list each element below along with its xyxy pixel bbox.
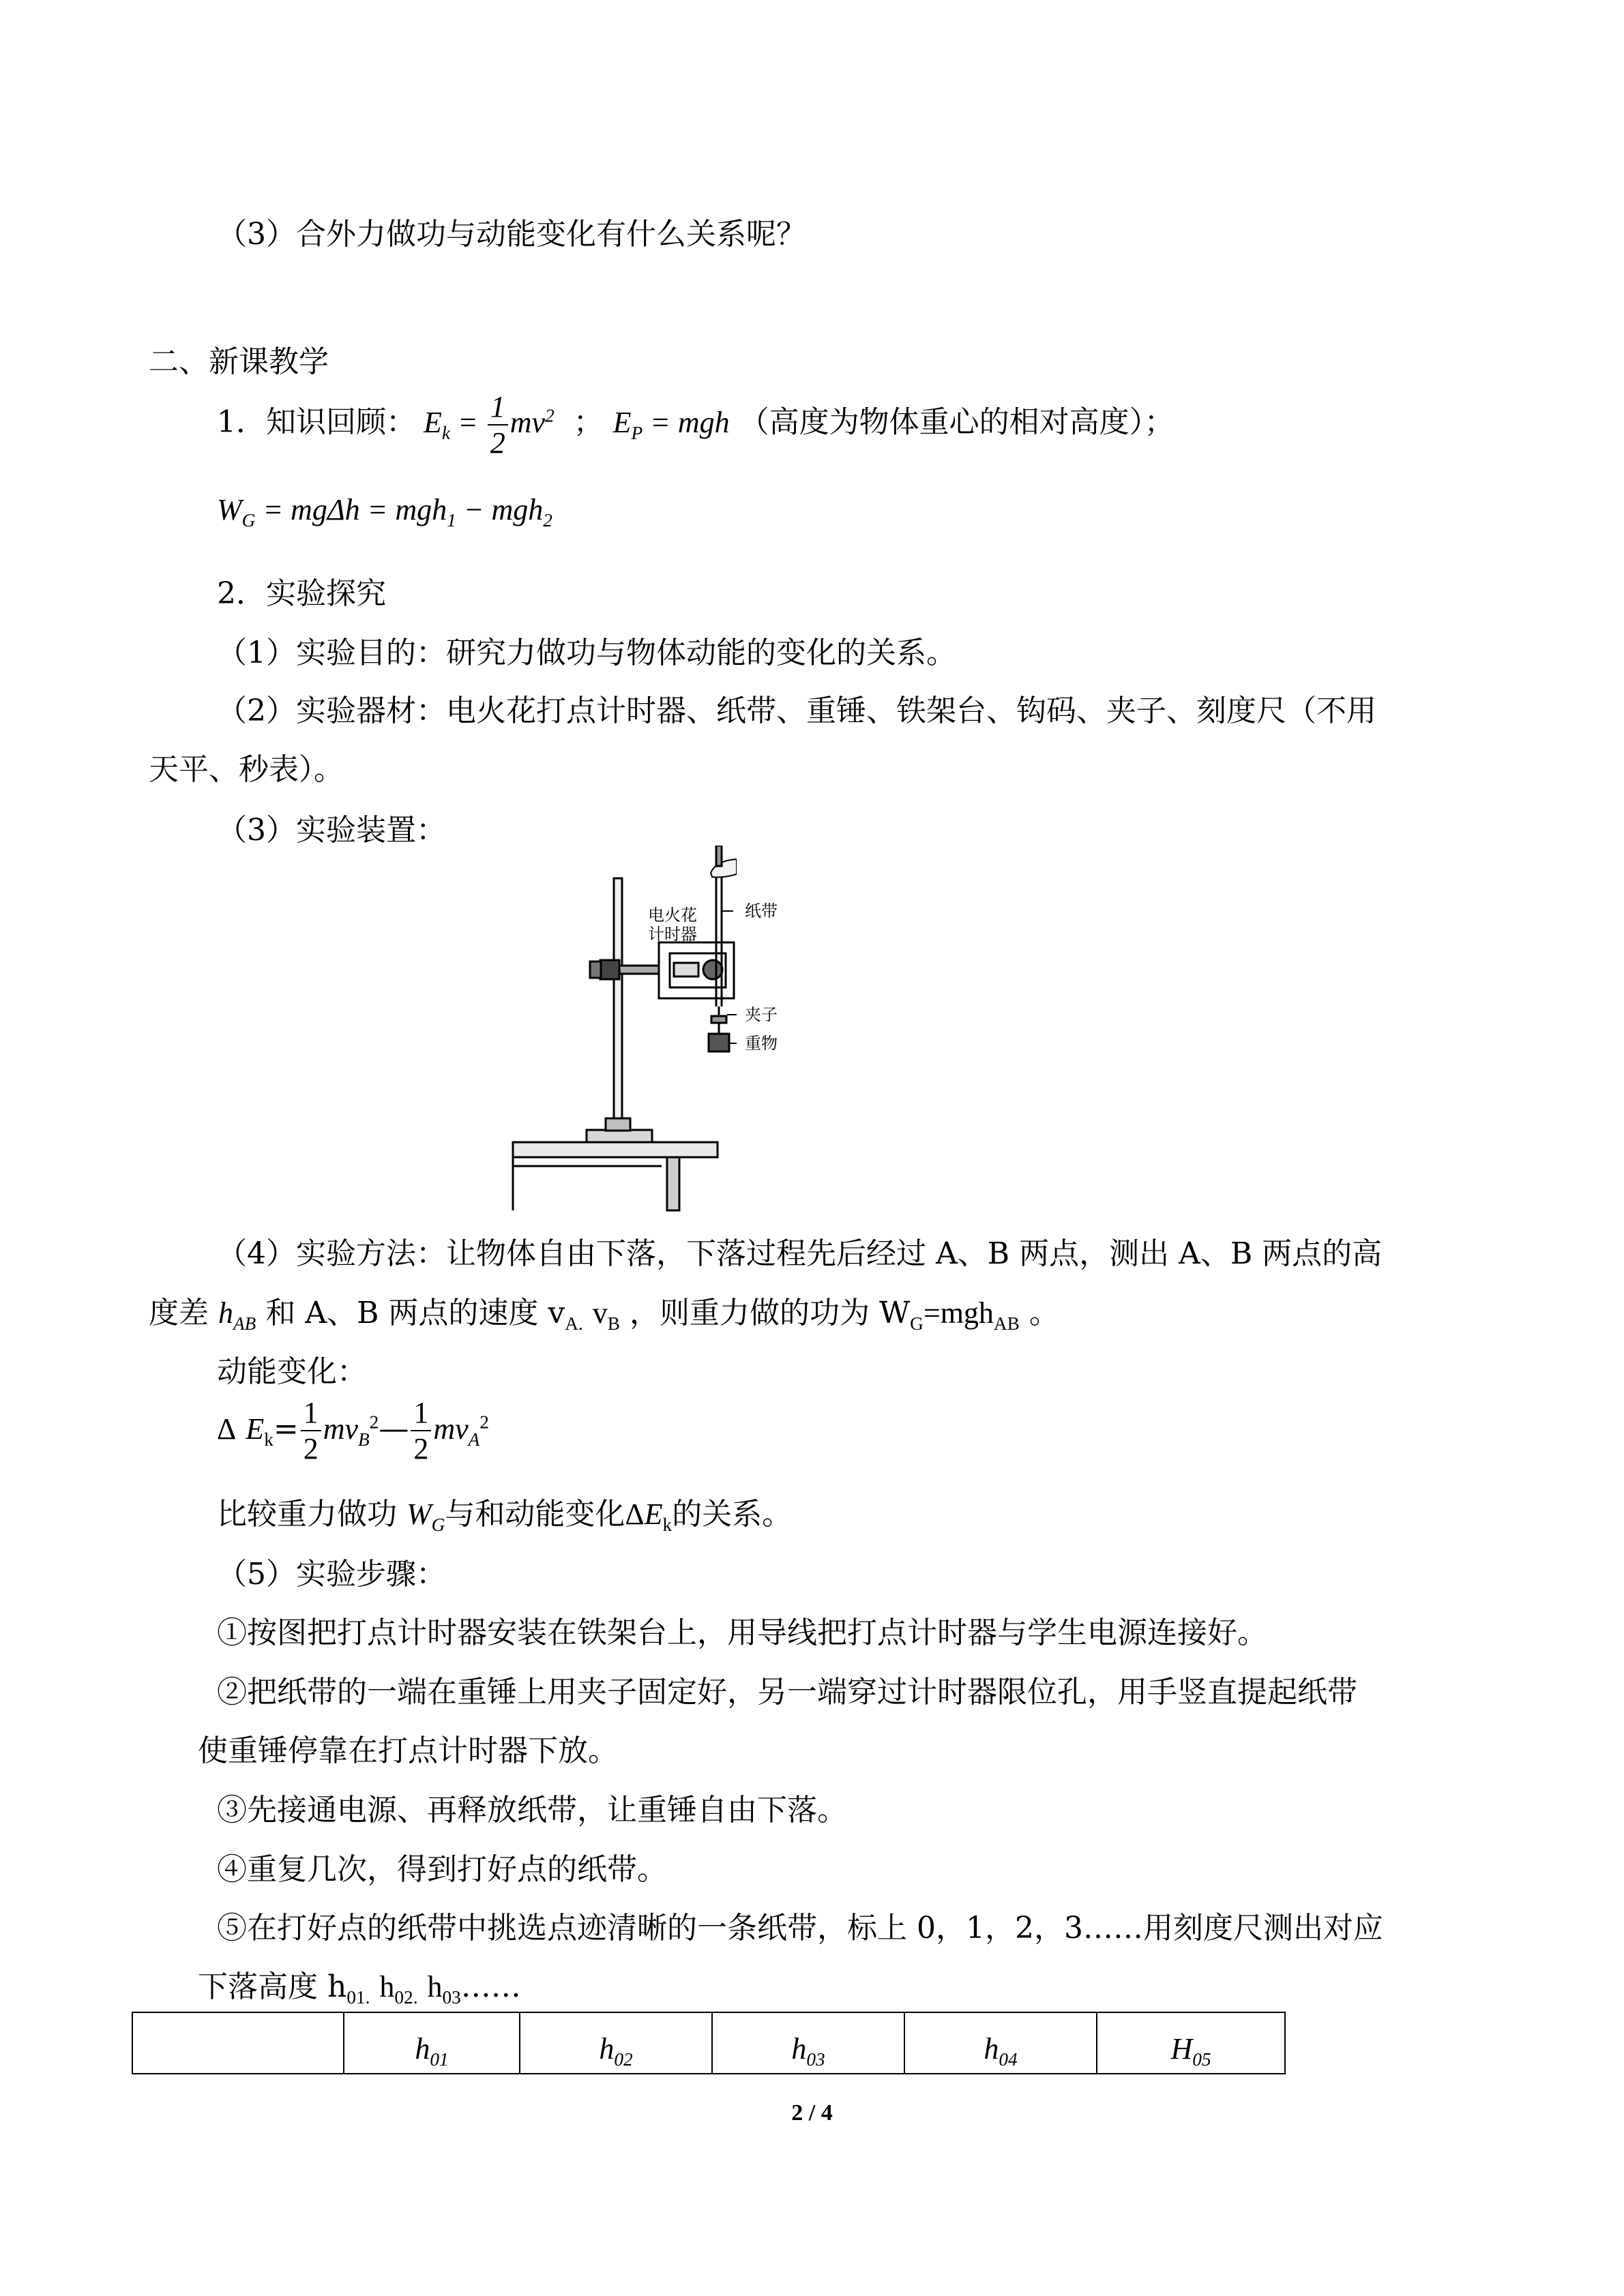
table-header-cell: $h_{02}$ (520, 2012, 712, 2074)
page-number: 2 / 4 (791, 2100, 833, 2126)
figure-label-timer-2: 计时器 (648, 925, 697, 944)
question-3: （3）合外力做功与动能变化有什么关系呢？ (217, 217, 806, 252)
step-3: ③先接通电源、再释放纸带，让重锤自由下落。 (217, 1793, 847, 1828)
step-5-cont: 下落高度 $h_{01.}$ $h_{02.}$ $h_{03}\dots\dots$ (198, 1969, 521, 2008)
step-5: ⑤在打好点的纸带中挑选点迹清晰的一条纸带，标上 0，1，2，3……用刻度尺测出对应 (217, 1911, 1383, 1945)
experiment-purpose: （1）实验目的：研究力做功与物体动能的变化的关系。 (217, 636, 956, 670)
step-1: ①按图把打点计时器安装在铁架台上，用导线把打点计时器与学生电源连接好。 (217, 1615, 1267, 1650)
figure-label-tape: 纸带 (745, 901, 778, 921)
table-header-cell: $h_{04}$ (904, 2012, 1097, 2074)
experiment-equipment-cont: 天平、秒表）。 (149, 752, 344, 787)
figure-label-timer-1: 电火花 (648, 906, 697, 925)
wg-formula: $W_G = mg\Delta h = mgh_1 - mgh_2$ (217, 493, 552, 531)
step-2-cont: 使重锤停靠在打点计时器下放。 (198, 1733, 618, 1768)
table-row (132, 2012, 1285, 2074)
experiment-method: （4）实验方法：让物体自由下落，下落过程先后经过 A、B 两点，测出 A、B 两点的高 (217, 1236, 1383, 1271)
height-table (132, 2012, 1286, 2074)
compare-line: 比较重力做功 $W_G$与和动能变化$\Delta E_k$的关系。 (217, 1497, 793, 1535)
hab-symbol: $h_{AB}$ (218, 1296, 256, 1334)
experiment-method-cont: 度差 $h_{AB}$ 和 A、B 两点的速度 $v_{A.}$ $v_B$ ，则重力做的功为 $W_G=mgh_{AB}$ 。 (149, 1296, 1059, 1334)
figure-label-weight: 重物 (745, 1034, 778, 1053)
table-header-cell (132, 2012, 344, 2074)
review-note: （高度为物体重心的相对高度）； (739, 404, 1175, 440)
table-header-cell: $h_{01}$ (344, 2012, 520, 2074)
steps-title: （5）实验步骤： (217, 1557, 446, 1592)
apparatus-figure (505, 846, 737, 1214)
ep-formula: $E_P$ = mgh (612, 405, 730, 443)
section-title: 二、新课教学 (149, 344, 329, 379)
delta-ek-formula: Δ $E_k=$ $\frac{1}{2}$ $mv_B^2—$ $\frac{1}{2}$ $mv_A^2$ (217, 1396, 489, 1465)
ek-formula: $E_k$ = $\frac{1}{2}$ $mv^2$ (416, 390, 555, 460)
step-2: ②把纸带的一端在重锤上用夹子固定好，另一端穿过计时器限位孔，用手竖直提起纸带 (217, 1675, 1357, 1710)
review-prefix: 1．知识回顾： (217, 404, 416, 440)
table-header-cell: $H_{05}$ (1097, 2012, 1285, 2074)
knowledge-review: 1．知识回顾： $E_k$ = $\frac{1}{2}$ $mv^2$ ； $E_P$ = mgh （高度为物体重心的相对高度）； (217, 390, 1175, 460)
experiment-setup: （3）实验装置： (217, 813, 446, 848)
ke-change-label: 动能变化： (217, 1354, 367, 1389)
table-header-cell: $h_{03}$ (712, 2012, 904, 2074)
step-4: ④重复几次，得到打好点的纸带。 (217, 1852, 667, 1887)
experiment-equipment: （2）实验器材：电火花打点计时器、纸带、重锤、铁架台、钩码、夹子、刻度尺（不用 (217, 694, 1376, 728)
figure-label-clip: 夹子 (745, 1005, 778, 1024)
item-2: 2．实验探究 (217, 576, 386, 611)
